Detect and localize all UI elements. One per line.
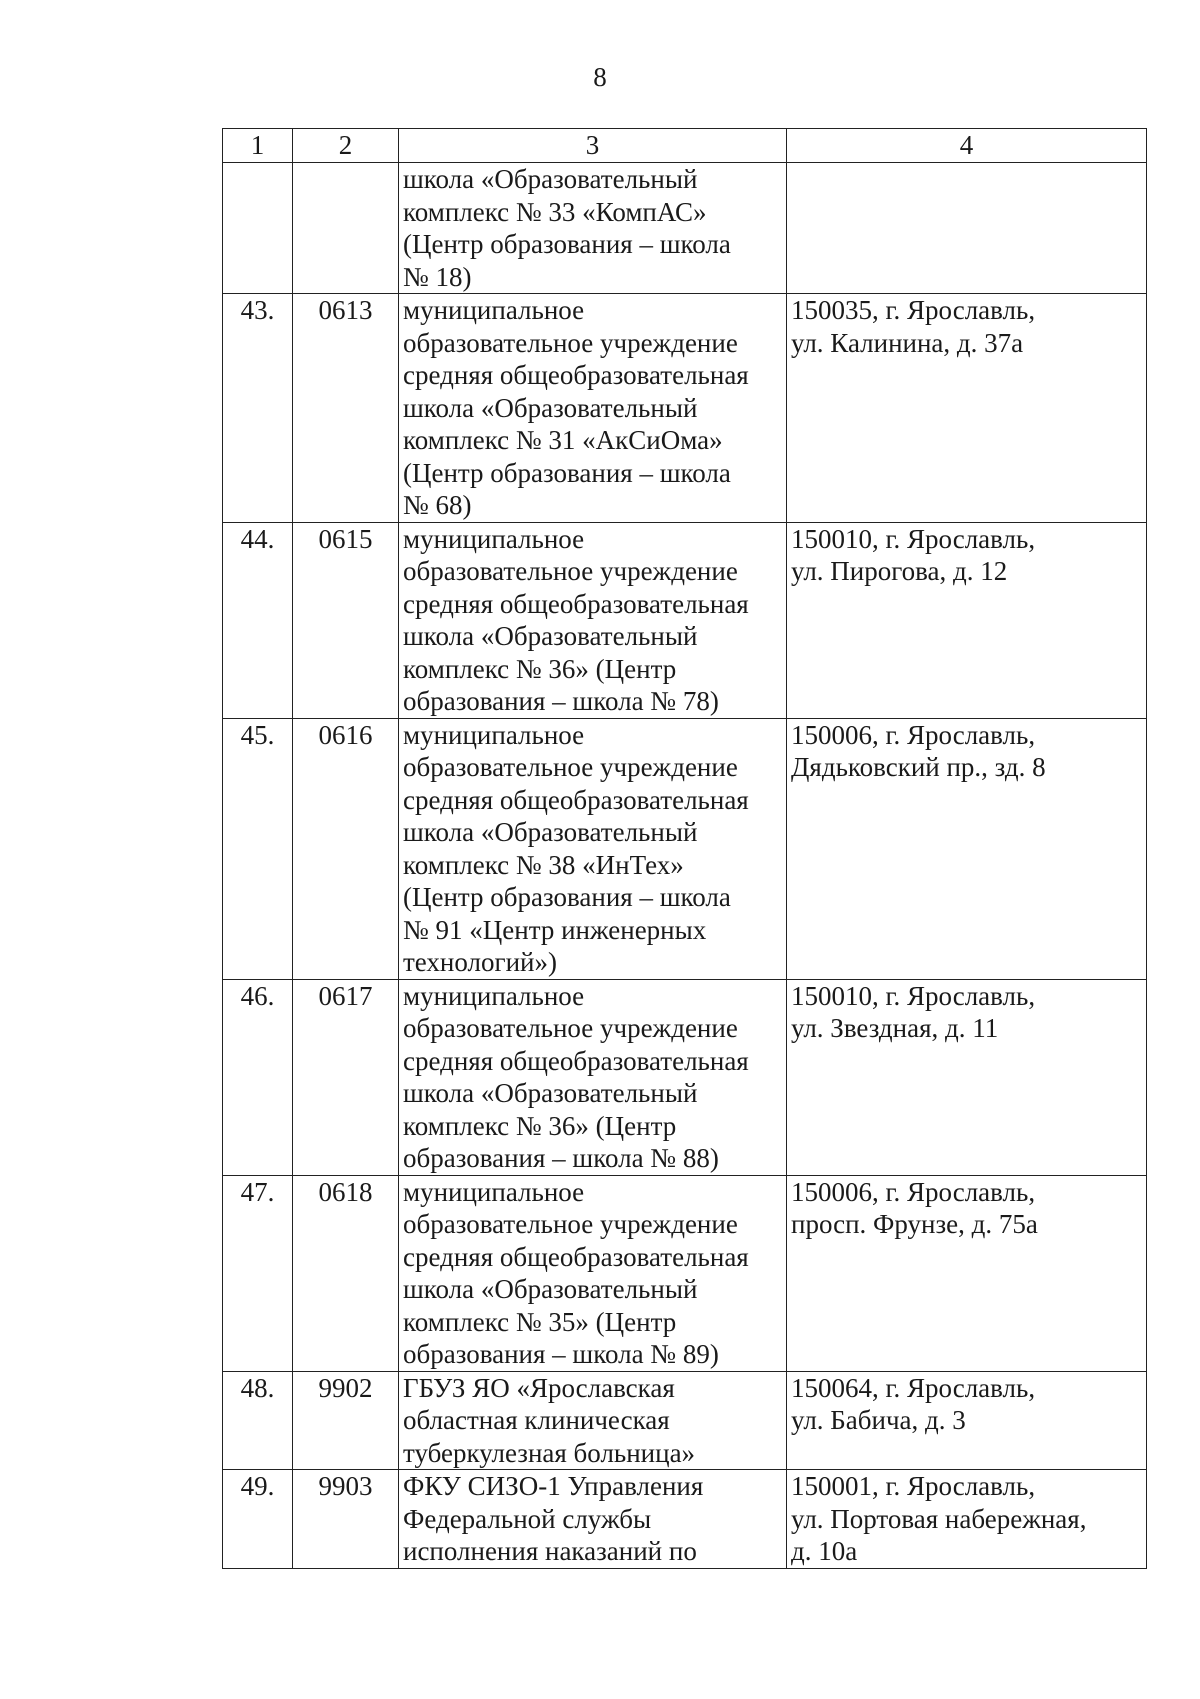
row-address: 150064, г. Ярославль, ул. Бабича, д. 3 xyxy=(787,1371,1147,1470)
row-address: 150006, г. Ярославль, просп. Фрунзе, д. 75а xyxy=(787,1175,1147,1371)
column-header-address: 4 xyxy=(787,129,1147,163)
row-address: 150001, г. Ярославль, ул. Портовая набережная, д. 10а xyxy=(787,1470,1147,1569)
row-number: 49. xyxy=(223,1470,293,1569)
institutions-table xyxy=(222,128,1147,1569)
row-number xyxy=(223,163,293,294)
row-institution-name: ГБУЗ ЯО «Ярославская областная клиническая туберкулезная больница» xyxy=(399,1371,787,1470)
row-number: 45. xyxy=(223,718,293,979)
table-header-row xyxy=(223,129,1147,163)
table-row xyxy=(223,718,1147,979)
table-row xyxy=(223,163,1147,294)
row-institution-name: муниципальное образовательное учреждение средняя общеобразовательная школа «Образовательный комплекс № 36» (Центр образования – школа № 88) xyxy=(399,979,787,1175)
column-header-code: 2 xyxy=(293,129,399,163)
row-institution-name: муниципальное образовательное учреждение средняя общеобразовательная школа «Образовательный комплекс № 35» (Центр образования – школа № 89) xyxy=(399,1175,787,1371)
row-code: 0617 xyxy=(293,979,399,1175)
column-header-number: 1 xyxy=(223,129,293,163)
row-code: 9903 xyxy=(293,1470,399,1569)
row-code: 0615 xyxy=(293,522,399,718)
row-address: 150035, г. Ярославль, ул. Калинина, д. 37а xyxy=(787,294,1147,523)
table-row xyxy=(223,1470,1147,1569)
table-row xyxy=(223,1371,1147,1470)
row-institution-name: муниципальное образовательное учреждение средняя общеобразовательная школа «Образовательный комплекс № 36» (Центр образования – школа № 78) xyxy=(399,522,787,718)
table-row xyxy=(223,294,1147,523)
row-number: 48. xyxy=(223,1371,293,1470)
row-address xyxy=(787,163,1147,294)
table-row xyxy=(223,1175,1147,1371)
row-code xyxy=(293,163,399,294)
row-institution-name: школа «Образовательный комплекс № 33 «КомпАС» (Центр образования – школа № 18) xyxy=(399,163,787,294)
page-number: 8 xyxy=(593,62,607,92)
row-address: 150010, г. Ярославль, ул. Звездная, д. 11 xyxy=(787,979,1147,1175)
row-code: 0616 xyxy=(293,718,399,979)
table-row xyxy=(223,522,1147,718)
row-number: 44. xyxy=(223,522,293,718)
row-code: 0618 xyxy=(293,1175,399,1371)
row-institution-name: ФКУ СИЗО-1 Управления Федеральной службы исполнения наказаний по xyxy=(399,1470,787,1569)
row-code: 0613 xyxy=(293,294,399,523)
row-code: 9902 xyxy=(293,1371,399,1470)
row-institution-name: муниципальное образовательное учреждение средняя общеобразовательная школа «Образовательный комплекс № 38 «ИнТех» (Центр образования – школа № 91 «Центр инженерных технологий») xyxy=(399,718,787,979)
row-number: 43. xyxy=(223,294,293,523)
row-number: 47. xyxy=(223,1175,293,1371)
row-number: 46. xyxy=(223,979,293,1175)
row-address: 150006, г. Ярославль, Дядьковский пр., зд. 8 xyxy=(787,718,1147,979)
row-institution-name: муниципальное образовательное учреждение средняя общеобразовательная школа «Образовательный комплекс № 31 «АкСиОма» (Центр образования – школа № 68) xyxy=(399,294,787,523)
column-header-name: 3 xyxy=(399,129,787,163)
table-row xyxy=(223,979,1147,1175)
row-address: 150010, г. Ярославль, ул. Пирогова, д. 12 xyxy=(787,522,1147,718)
